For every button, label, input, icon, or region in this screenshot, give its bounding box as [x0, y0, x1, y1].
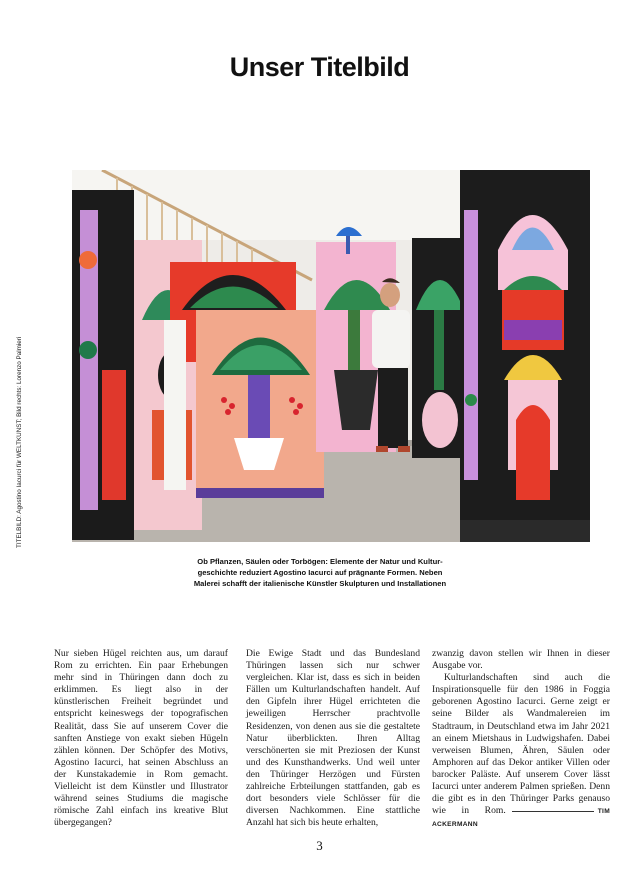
paragraph-with-author — [432, 672, 610, 831]
author-rule — [512, 811, 594, 812]
photo-credit: TITELBILD: Agostino Iacurci für WELTKUNST; Bild rechts: Lorenzo Palmieri — [16, 336, 23, 548]
paragraph-text: Kulturlandschaften sind auch die Inspirationsquelle für den 1986 in Foggia geborenen Agostino Iacurci. Gerne zeigt er seine Bilder als Wandmalereien im Stadtraum, in Deutschland etwa im Jahr 2021 an einem Mietshaus in Ludwigshafen. Dabei verweisen Blumen, Ähren, Säulen oder Amphoren auf das Dekor antiker Villen oder barocker Paläste. Auf unserem Cover lässt Iacurci unter anderem Palmen sprießen. Denn die gibt es in den Thüringer Parks genauso wie in Rom. — [432, 672, 610, 817]
text-column-3 — [432, 648, 610, 831]
paragraph: Nur sieben Hügel reichten aus, um darauf Rom zu errichten. Ein paar Erhebungen mehr sind in Thüringen dann doch zu erklimmen. Es liegt also in der künstlerischen Freiheit begründet und entspricht keineswegs der topografischen Realität, dass Sie auf unserem Cover die sanften Anstiege von exakt sieben Hügeln zählen können. Der Schöpfer des Motivs, Agostino Iacurci, hat seinen Abschluss an der Kunstakademie in Rom gemacht. Vielleicht ist dem Künstler und Illustrator während seines Studiums die magische römische Zahl einfach ins kreative Blut übergegangen? — [54, 648, 228, 829]
page-title: Unser Titelbild — [229, 52, 410, 82]
photo-caption — [150, 556, 490, 589]
text-column-1 — [54, 648, 228, 829]
caption-line: Malerei schafft der italienische Künstler Skulpturen und Installationen — [193, 579, 447, 588]
paragraph: zwanzig davon stellen wir Ihnen in dieser Ausgabe vor. — [432, 648, 610, 672]
page-number: 3 — [316, 838, 323, 853]
paragraph: Die Ewige Stadt und das Bundesland Thüringen lassen sich nur schwer vergleichen. Klar ist, dass es sich in beiden Fällen um Kulturlandschaften handelt. Auf den Gipfeln ihrer Hügel errichteten die jeweiligen Herrscher prachtvolle Residenzen, von denen aus sie die gestaltete Natur überblickten. Ihren Alltag verschönerten sie mit Preziosen der Kunst und des Kunsthandwerks. Und weil unter den Thüringer Herzögen und Fürsten zahlreiche Erbteilungen stattfanden, gab es dort besonders viele Schlösser für die diversen Nachkommen. Eine stattliche Anzahl hat sich bis heute erhalten, — [246, 648, 420, 829]
text-column-2 — [246, 648, 420, 829]
cover-photo — [72, 170, 590, 542]
caption-line: geschichte reduziert Agostino Iacurci auf prägnante Formen. Neben — [197, 568, 443, 577]
author-name: TIM ACKERMANN — [432, 808, 610, 829]
caption-line: Ob Pflanzen, Säulen oder Torbögen: Elemente der Natur und Kultur- — [197, 557, 443, 566]
